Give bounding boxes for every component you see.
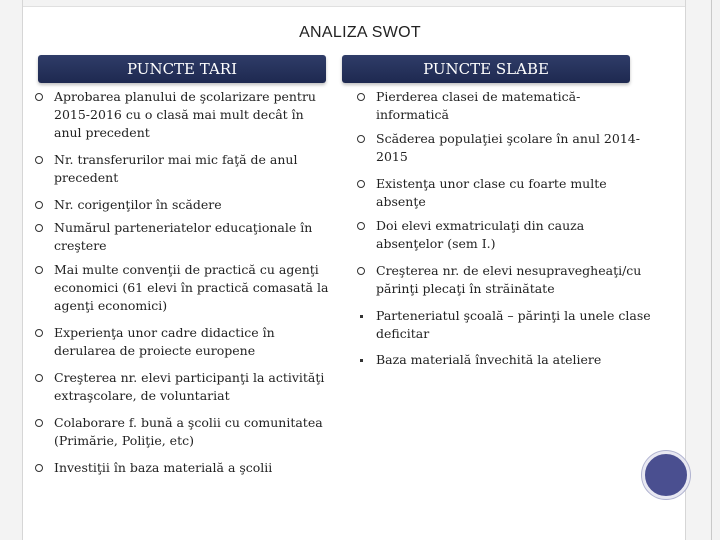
- strength-item: Experienţa unor cadre didactice în derularea de proiecte europene: [30, 324, 330, 360]
- strength-item: Mai multe convenţii de practică cu agenţi economici (61 elevi în practică comasată la agenţi economici): [30, 261, 330, 315]
- circle-bullet-icon: [35, 419, 43, 427]
- weakness-item: Parteneriatul şcoală – părinţi la unele clase deficitar: [352, 307, 652, 343]
- weaknesses-header: PUNCTE SLABE: [342, 55, 630, 83]
- strength-item: Numărul parteneriatelor educaţionale în creştere: [30, 219, 330, 255]
- circle-bullet-icon: [357, 135, 365, 143]
- circle-bullet-icon: [35, 156, 43, 164]
- circle-bullet-icon: [35, 224, 43, 232]
- weakness-item: Baza materială învechită la ateliere: [352, 351, 652, 369]
- circle-bullet-icon: [35, 93, 43, 101]
- circle-bullet-icon: [35, 374, 43, 382]
- circle-bullet-icon: [35, 464, 43, 472]
- square-bullet-icon: [360, 359, 363, 362]
- weakness-item: Doi elevi exmatriculaţi din cauza absenţelor (sem I.): [352, 217, 652, 253]
- strength-item: Investiţii în baza materială a şcolii: [30, 459, 330, 477]
- strength-item: Creşterea nr. elevi participanţi la activităţi extraşcolare, de voluntariat: [30, 369, 330, 405]
- weakness-item: Creşterea nr. de elevi nesupravegheaţi/cu părinţi plecaţi în străinătate: [352, 262, 652, 298]
- circle-bullet-icon: [357, 267, 365, 275]
- circle-bullet-icon: [357, 93, 365, 101]
- strength-item: Aprobarea planului de şcolarizare pentru 2015-2016 cu o clasă mai mult decât în anul precedent: [30, 88, 330, 142]
- slide-frame-top: [0, 0, 720, 7]
- strength-item: Nr. corigenţilor în scădere: [30, 196, 330, 214]
- weakness-item: Pierderea clasei de matematică-informatică: [352, 88, 652, 124]
- square-bullet-icon: [360, 315, 363, 318]
- weaknesses-list: [352, 88, 652, 369]
- weakness-item: Scăderea populaţiei şcolare în anul 2014-2015: [352, 130, 652, 166]
- slide-frame-right: [685, 0, 720, 540]
- strengths-header: PUNCTE TARI: [38, 55, 326, 83]
- slide-frame-left: [0, 0, 23, 540]
- slide-title: ANALIZA SWOT: [299, 24, 421, 41]
- circle-bullet-icon: [357, 180, 365, 188]
- strength-item: Nr. transferurilor mai mic faţă de anul precedent: [30, 151, 330, 187]
- decorative-circle-icon: [642, 451, 690, 499]
- circle-bullet-icon: [35, 201, 43, 209]
- circle-bullet-icon: [35, 329, 43, 337]
- strengths-list: [30, 88, 330, 477]
- strength-item: Colaborare f. bună a şcolii cu comunitatea (Primărie, Poliţie, etc): [30, 414, 330, 450]
- circle-bullet-icon: [357, 222, 365, 230]
- circle-bullet-icon: [35, 266, 43, 274]
- weakness-item: Existenţa unor clase cu foarte multe absenţe: [352, 175, 652, 211]
